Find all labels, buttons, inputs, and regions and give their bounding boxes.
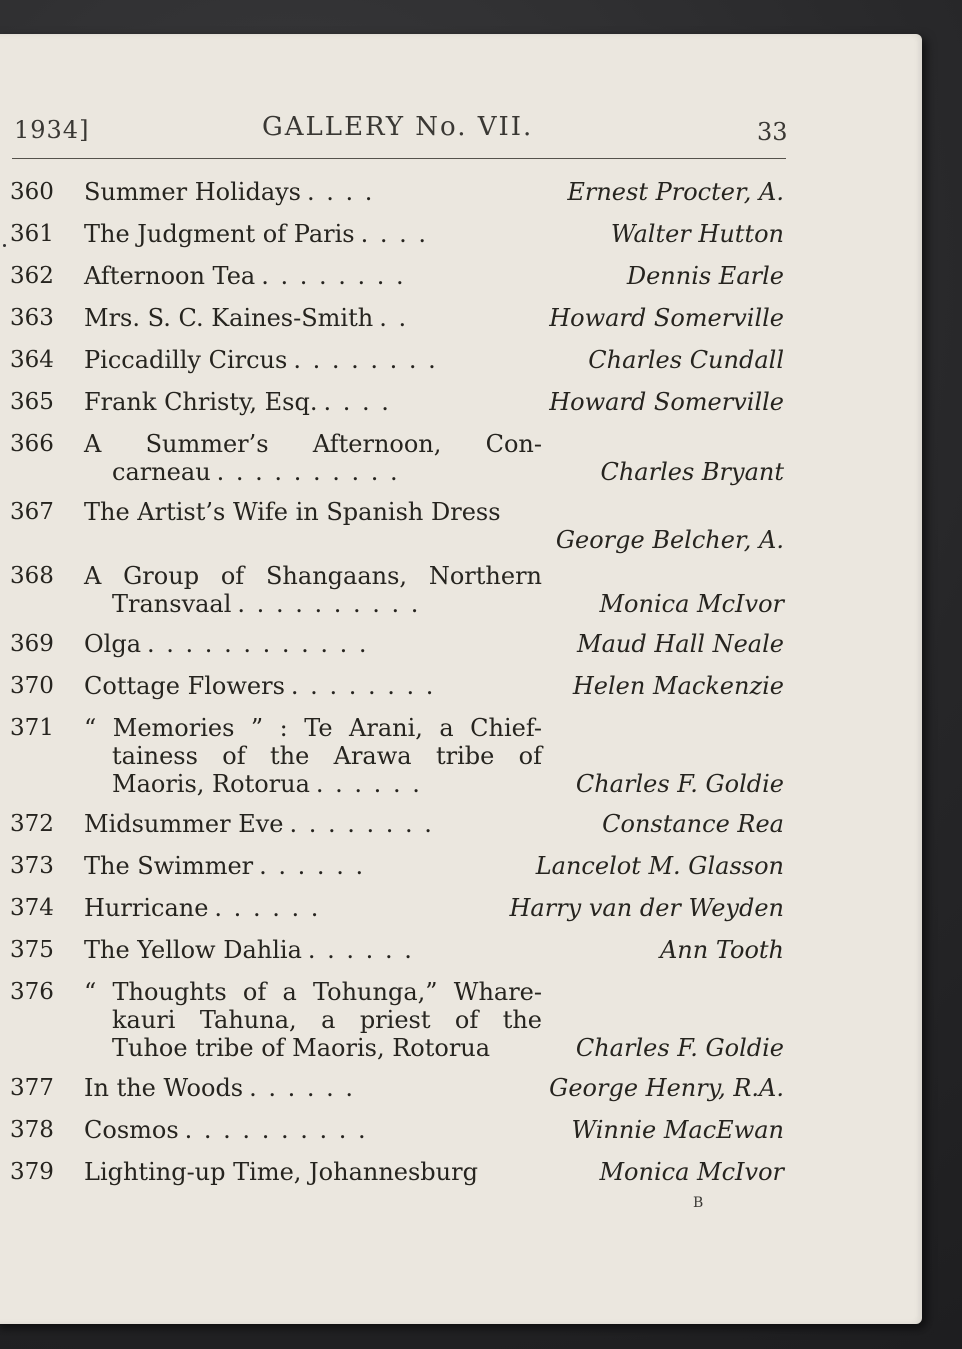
entry-title-line xyxy=(84,304,542,332)
entry-artist: Charles F. Goldie xyxy=(575,1034,784,1062)
entry-number: 374 xyxy=(10,895,54,921)
catalogue-entry xyxy=(0,430,962,486)
entry-title-line xyxy=(84,810,542,838)
entry-artist: Charles F. Goldie xyxy=(575,770,784,798)
entry-title-line xyxy=(84,672,542,700)
entry-title-text: tainess of the Arawa tribe of xyxy=(112,742,542,770)
catalogue-entry xyxy=(0,388,962,416)
entry-title-text: The Artist’s Wife in Spanish Dress xyxy=(84,498,501,526)
catalogue-entry xyxy=(0,304,962,332)
entry-title-text: Maoris, Rotorua xyxy=(112,770,310,798)
entry-title-line xyxy=(112,458,542,486)
entry-title-line xyxy=(84,714,542,742)
entry-title-line xyxy=(112,770,542,798)
entry-title-line xyxy=(84,1116,542,1144)
entry-number: 362 xyxy=(10,263,54,289)
leader-dots: . . . . xyxy=(307,178,375,206)
entry-artist: Charles Cundall xyxy=(588,346,784,374)
entry-number: 365 xyxy=(10,389,54,415)
entry-artist: Helen Mackenzie xyxy=(572,672,784,700)
catalogue-entry xyxy=(0,936,962,964)
entry-artist: Ann Tooth xyxy=(659,936,784,964)
catalogue-entry xyxy=(0,1158,962,1186)
entry-title-line xyxy=(84,430,542,458)
catalogue-entry xyxy=(0,498,962,554)
entry-artist: Howard Somerville xyxy=(549,388,784,416)
entry-artist: Monica McIvor xyxy=(599,1158,784,1186)
entry-title-text: carneau xyxy=(112,458,211,486)
entry-title-text: Frank Christy, Esq. xyxy=(84,388,318,416)
entry-title-text: Lighting-up Time, Johannesburg xyxy=(84,1158,478,1186)
entry-artist: Constance Rea xyxy=(602,810,784,838)
entry-title-text: kauri Tahuna, a priest of the xyxy=(112,1006,542,1034)
page-number: 33 xyxy=(757,118,788,146)
entry-title-line xyxy=(84,1158,542,1186)
entry-title-text: Midsummer Eve xyxy=(84,810,284,838)
entry-title-line xyxy=(84,978,542,1006)
entry-title-line xyxy=(84,220,542,248)
entry-title-line xyxy=(84,936,542,964)
catalogue-entry xyxy=(0,1074,962,1102)
entry-title-line xyxy=(112,590,542,618)
leader-dots: . . . . . . . . xyxy=(261,262,406,290)
leader-dots: . . . . . . . . . . xyxy=(216,458,400,486)
entry-artist: Ernest Procter, A. xyxy=(567,178,784,206)
leader-dots: . . xyxy=(379,304,409,332)
entry-title-line xyxy=(84,346,542,374)
entry-title-line xyxy=(112,1006,542,1034)
entry-artist: Walter Hutton xyxy=(610,220,784,248)
leader-dots: . . . . . . . . . . . . xyxy=(147,630,369,658)
entry-number: 367 xyxy=(10,499,54,525)
entry-title-text: Tuhoe tribe of Maoris, Rotorua xyxy=(112,1034,491,1062)
entry-number: 366 xyxy=(10,431,54,457)
catalogue-entry xyxy=(0,1116,962,1144)
entry-title-text: The Swimmer xyxy=(84,852,254,880)
entry-title-line xyxy=(84,852,542,880)
leader-dots: . . . . . . . . xyxy=(293,346,438,374)
entry-title-text: Olga xyxy=(84,630,142,658)
entry-artist: Howard Somerville xyxy=(549,304,784,332)
entry-artist: Monica McIvor xyxy=(599,590,784,618)
running-header xyxy=(0,112,962,152)
entry-title-line xyxy=(84,498,542,526)
entry-number: 373 xyxy=(10,853,54,879)
entry-number: 376 xyxy=(10,979,54,1005)
leader-dots: . . . . . . xyxy=(249,1074,356,1102)
catalogue-entry xyxy=(0,810,962,838)
entry-title-text: The Yellow Dahlia xyxy=(84,936,302,964)
entry-title-text: Mrs. S. C. Kaines-Smith xyxy=(84,304,374,332)
catalogue-entry xyxy=(0,178,962,206)
entry-number: 371 xyxy=(10,715,54,741)
entry-number: 370 xyxy=(10,673,54,699)
entry-title-text: Summer Holidays xyxy=(84,178,301,206)
entry-artist: Lancelot M. Glasson xyxy=(535,852,784,880)
entry-title-text: A Summer’s Afternoon, Con- xyxy=(84,430,542,458)
entry-number: 372 xyxy=(10,811,54,837)
entry-artist: Dennis Earle xyxy=(626,262,784,290)
entry-number: 363 xyxy=(10,305,54,331)
entry-artist: Harry van der Weyden xyxy=(509,894,784,922)
entry-number: 360 xyxy=(10,179,54,205)
entry-number: 369 xyxy=(10,631,54,657)
entry-artist: Maud Hall Neale xyxy=(577,630,784,658)
catalogue-entry xyxy=(0,852,962,880)
entry-title-text: Piccadilly Circus xyxy=(84,346,288,374)
entry-title-text: Cottage Flowers xyxy=(84,672,285,700)
leader-dots: . . . . . . . . . . xyxy=(184,1116,368,1144)
entry-title-line xyxy=(84,262,542,290)
leader-dots: . . . . xyxy=(360,220,429,248)
entry-artist: George Henry, R.A. xyxy=(549,1074,784,1102)
entry-number: 378 xyxy=(10,1117,54,1143)
entry-number: 377 xyxy=(10,1075,54,1101)
leader-dots: . . . . . . xyxy=(214,894,321,922)
leader-dots: . . . . xyxy=(323,388,391,416)
entry-title-text: Cosmos xyxy=(84,1116,179,1144)
catalogue-entry xyxy=(0,220,962,248)
entry-artist: Charles Bryant xyxy=(600,458,784,486)
catalogue-entry xyxy=(0,262,962,290)
entry-title-line xyxy=(112,1034,542,1062)
header-rule xyxy=(12,158,786,159)
leader-dots: . . . . . . xyxy=(307,936,414,964)
leader-dots: . . . . . . xyxy=(259,852,366,880)
leader-dots: . . . . . . . . . . xyxy=(237,590,421,618)
catalogue-entry xyxy=(0,894,962,922)
catalogue-entry xyxy=(0,714,962,798)
entry-title-text: Transvaal xyxy=(112,590,232,618)
entry-title-line xyxy=(84,178,542,206)
leader-dots: . . . . . . xyxy=(315,770,422,798)
entry-title-line xyxy=(84,562,542,590)
entry-artist: George Belcher, A. xyxy=(555,526,784,554)
entry-title-text: Hurricane xyxy=(84,894,209,922)
catalogue-entry xyxy=(0,562,962,618)
catalogue-list xyxy=(0,178,962,1200)
signature-mark: B xyxy=(693,1195,704,1211)
leader-dots: . . . . . . . . xyxy=(289,810,434,838)
header-year: 1934] xyxy=(14,116,90,144)
entry-title-line xyxy=(112,742,542,770)
entry-title-line xyxy=(84,1074,542,1102)
entry-title-text: “ Thoughts of a Tohunga,” Whare- xyxy=(84,978,542,1006)
catalogue-entry xyxy=(0,978,962,1062)
entry-number: 375 xyxy=(10,937,54,963)
entry-title-text: “ Memories ” : Te Arani, a Chief- xyxy=(84,714,542,742)
catalogue-entry xyxy=(0,672,962,700)
catalogue-entry xyxy=(0,630,962,658)
leader-dots: . . . . . . . . xyxy=(290,672,436,700)
entry-number: 364 xyxy=(10,347,54,373)
entry-artist: Winnie MacEwan xyxy=(571,1116,784,1144)
header-title: GALLERY No. VII. xyxy=(262,112,534,142)
entry-title-line xyxy=(84,630,542,658)
entry-title-text: The Judgment of Paris xyxy=(84,220,355,248)
entry-number: 368 xyxy=(10,563,54,589)
entry-title-line xyxy=(84,388,542,416)
entry-number: 379 xyxy=(10,1159,54,1185)
entry-title-text: Afternoon Tea xyxy=(84,262,256,290)
entry-number: 361 xyxy=(10,221,54,247)
entry-title-text: In the Woods xyxy=(84,1074,244,1102)
entry-title-line xyxy=(84,894,542,922)
catalogue-entry xyxy=(0,346,962,374)
entry-title-text: A Group of Shangaans, Northern xyxy=(84,562,542,590)
